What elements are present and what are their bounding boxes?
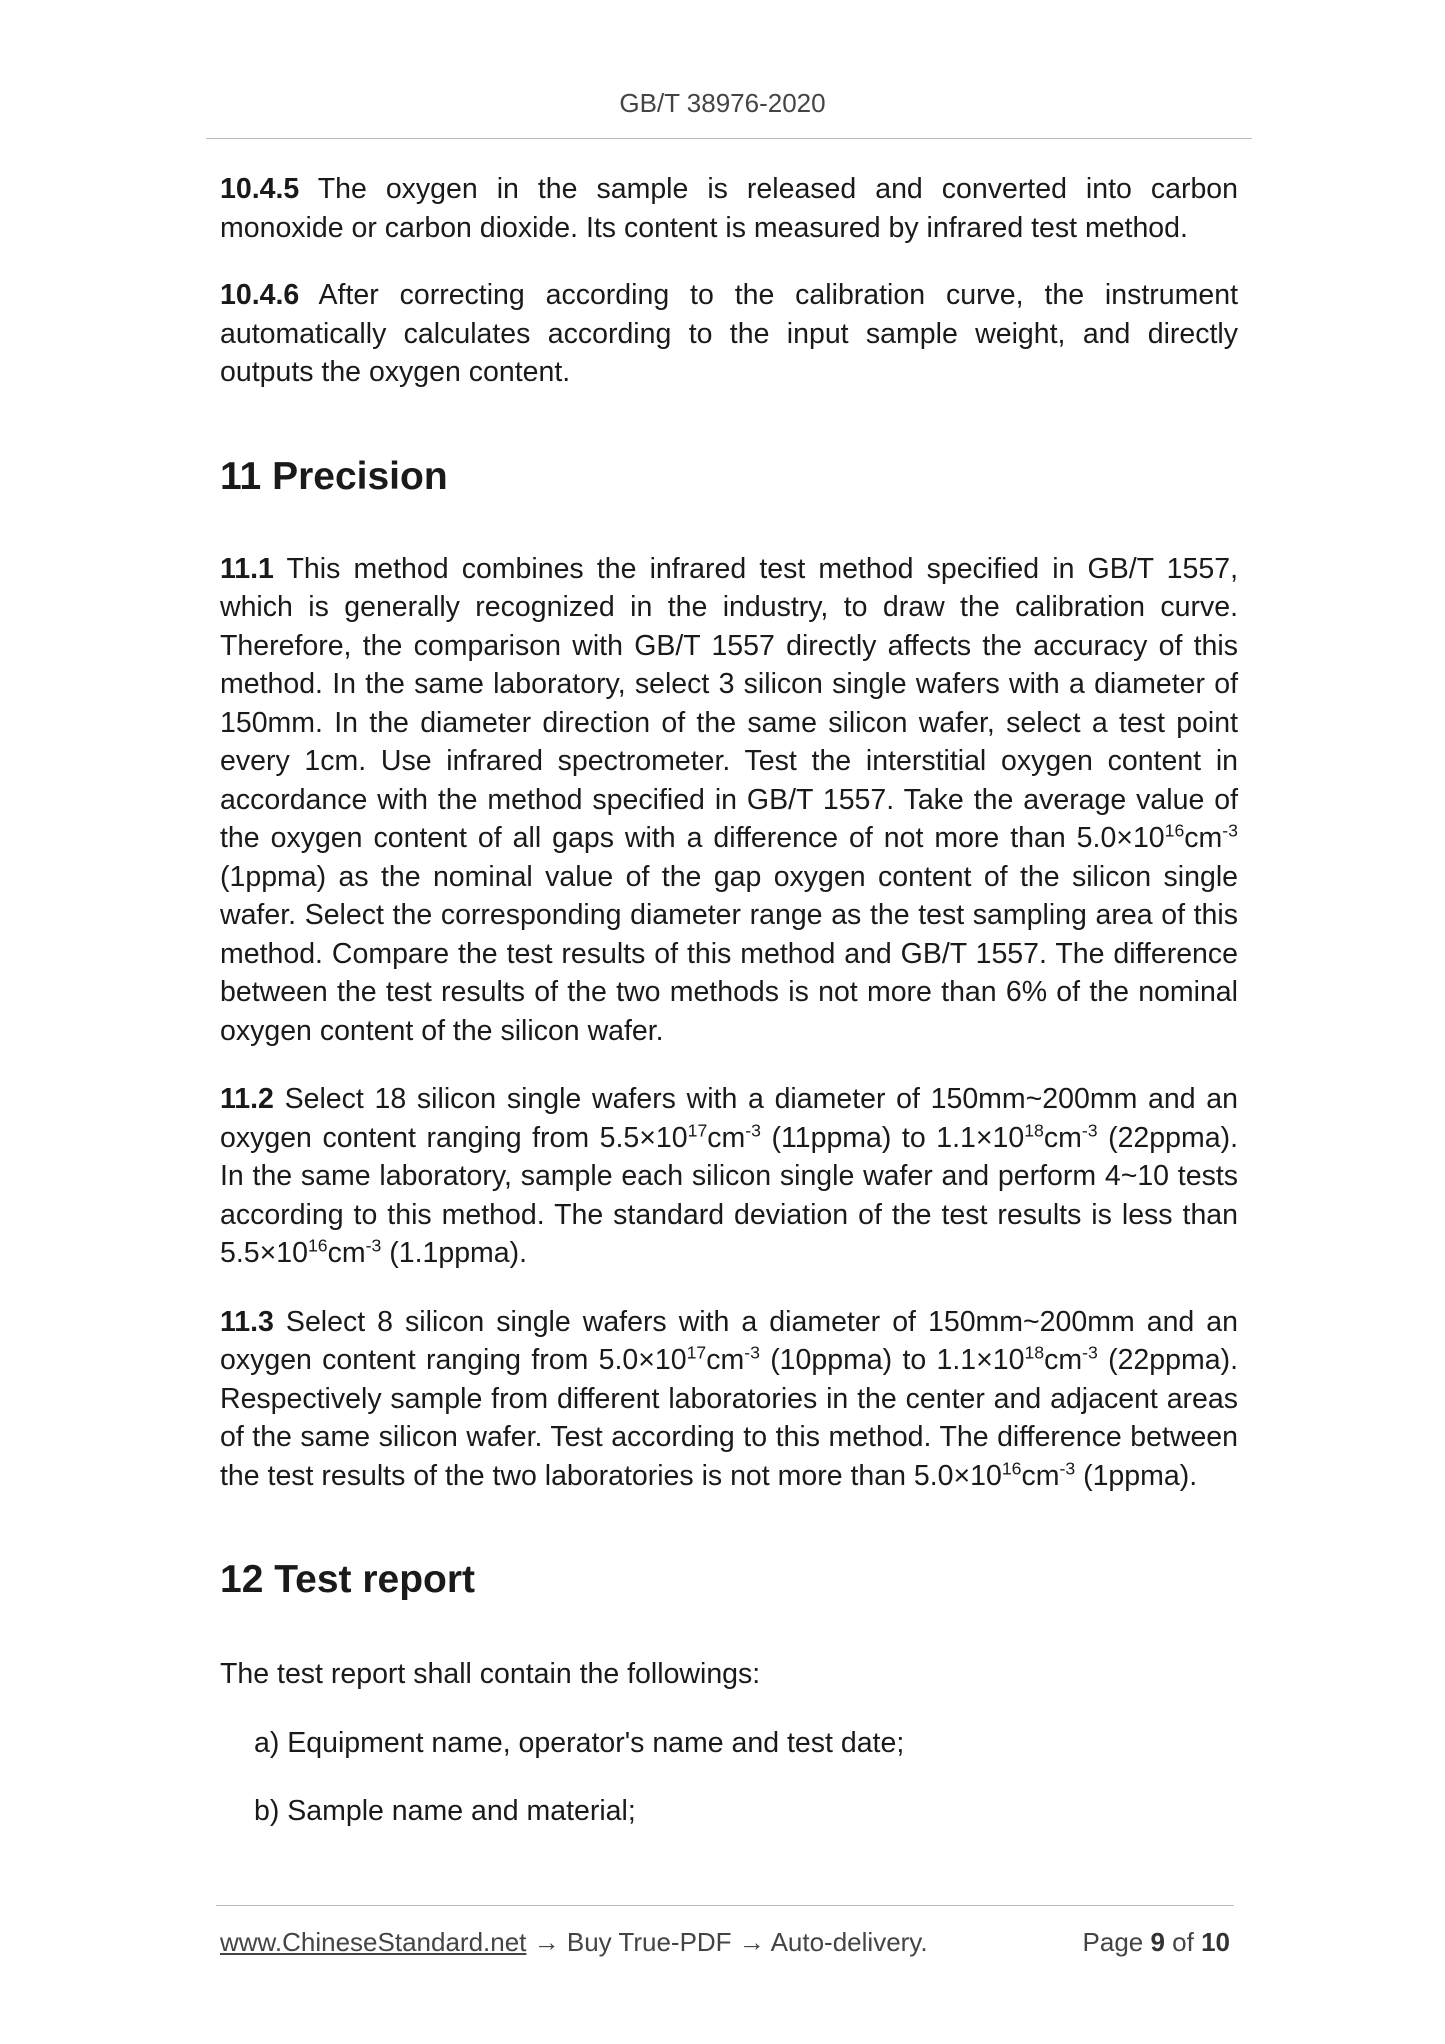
unit-text: cm — [1184, 822, 1223, 854]
exponent: 17 — [686, 1342, 707, 1363]
exponent: -3 — [744, 1342, 760, 1363]
clause-text: Select 18 silicon single wafers with a diameter of 150mm~200mm and an oxygen content ranging from 5.5×10 — [220, 1083, 1238, 1154]
footer-divider — [216, 1905, 1234, 1906]
exponent: -3 — [365, 1235, 382, 1256]
clause-10-4-5 — [220, 170, 1238, 247]
clause-text: The oxygen in the sample is released and converted into carbon monoxide or carbon dioxide. Its content is measured by infrared test method. — [220, 173, 1238, 244]
unit-text: cm — [1021, 1459, 1060, 1492]
unit-text: cm — [1044, 1344, 1083, 1376]
unit-text: cm — [327, 1237, 366, 1269]
exponent: 18 — [1024, 1120, 1044, 1140]
list-item: a) Equipment name, operator's name and test date; — [254, 1726, 905, 1759]
exponent: -3 — [1081, 1120, 1098, 1140]
clause-11-1 — [220, 550, 1238, 1051]
clause-text: (10ppma) to 1.1×10 — [759, 1344, 1025, 1376]
unit-text: cm — [707, 1121, 746, 1154]
exponent: -3 — [1059, 1458, 1076, 1478]
clause-number: 11.1 — [220, 552, 274, 585]
clause-number: 11.3 — [220, 1305, 274, 1338]
of-label: of — [1164, 1927, 1202, 1957]
clause-text: (11ppma) to 1.1×10 — [760, 1121, 1025, 1154]
exponent: 16 — [307, 1235, 328, 1256]
clause-number: 10.4.5 — [220, 173, 300, 205]
clause-11-3 — [220, 1303, 1238, 1496]
header-divider — [206, 138, 1252, 139]
exponent: -3 — [1222, 820, 1238, 841]
clause-text: (22ppma). Respectively sample from different laboratories in the center and adjacent areas of the same silicon wafer. Test according to this method. The difference between the test results of the two laboratories is not more than 5.0×10 — [220, 1344, 1238, 1492]
exponent: 18 — [1024, 1342, 1045, 1363]
clause-10-4-6 — [220, 276, 1238, 392]
footer-promo-text: → Buy True-PDF → Auto-delivery. — [526, 1927, 928, 1957]
page-header-doc-id: GB/T 38976-2020 — [619, 88, 826, 118]
clause-11-2 — [220, 1080, 1238, 1273]
section-heading-precision: 11 Precision — [220, 454, 448, 498]
clause-text: After correcting according to the calibration curve, the instrument automatically calculates according to the input sample weight, and directly outputs the oxygen content. — [220, 279, 1238, 388]
exponent: -3 — [745, 1120, 761, 1140]
exponent: 17 — [687, 1120, 708, 1140]
test-report-intro: The test report shall contain the followings: — [220, 1658, 761, 1690]
current-page-number: 9 — [1150, 1927, 1165, 1957]
section-heading-test-report: 12 Test report — [220, 1558, 476, 1601]
clause-text: (22ppma). In the same laboratory, sample each silicon single wafer and perform 4~10 tests according to this method. The standard deviation of the test results is less than 5.5×10 — [220, 1121, 1238, 1269]
unit-text: cm — [1043, 1121, 1082, 1154]
exponent: -3 — [1082, 1342, 1098, 1363]
chinesestandard-link[interactable]: www.ChineseStandard.net — [220, 1927, 527, 1957]
exponent: 16 — [1164, 820, 1185, 841]
list-item: b) Sample name and material; — [254, 1795, 636, 1827]
clause-text: This method combines the infrared test method specified in GB/T 1557, which is generally recognized in the industry, to draw the calibration curve. Therefore, the comparison with GB/T 1557 directly affects the accuracy of this method. In the same laboratory, select 3 silicon single wafers with a diameter of 150mm. In the diameter direction of the same silicon wafer, select a test point every 1cm. Use infrared spectrometer. Test the interstitial oxygen content in accordance with the method specified in GB/T 1557. Take the average value of the oxygen content of all gaps with a difference of not more than 5.0×10 — [220, 552, 1238, 854]
footer-promo — [220, 1927, 928, 1958]
clause-text: (1ppma) as the nominal value of the gap oxygen content of the silicon single wafer. Select the corresponding diameter range as the test sampling area of this method. Compare the test results of this method and GB/T 1557. The difference between the test results of the two methods is not more than 6% of the nominal oxygen content of the silicon wafer. — [220, 860, 1238, 1047]
clause-number: 11.2 — [220, 1083, 274, 1115]
clause-text: (1.1ppma). — [381, 1237, 528, 1269]
unit-text: cm — [706, 1344, 745, 1376]
page-indicator — [1083, 1927, 1230, 1958]
exponent: 16 — [1001, 1458, 1022, 1478]
total-pages-number: 10 — [1201, 1927, 1230, 1957]
document-body — [220, 170, 1238, 1861]
clause-text: Select 8 silicon single wafers with a diameter of 150mm~200mm and an oxygen content ranging from 5.0×10 — [220, 1305, 1238, 1376]
clause-text: (1ppma). — [1075, 1459, 1198, 1492]
page-label: Page — [1082, 1927, 1151, 1957]
clause-number: 10.4.6 — [220, 279, 300, 311]
